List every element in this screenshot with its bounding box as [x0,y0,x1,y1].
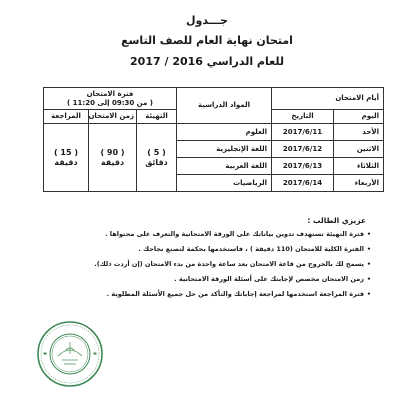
exam-time-header: زمن الامتحان [89,110,137,124]
ministry-seal-icon [36,320,104,388]
exam-schedule-table [43,87,384,192]
bullet-icon: • [366,290,372,298]
prep-header: التهيئة [137,110,177,124]
note-text: الفترة الكلية للامتحان (110 دقيقة ) ، فاستخدمها بحكمة لتصنع نجاحك . [138,245,364,253]
days-group-header: أيام الامتحان [272,88,384,110]
date-cell: 2017/6/12 [272,141,334,158]
notes-list [54,228,374,303]
table-row [44,124,384,141]
document-subtitle: امتحان نهاية العام للصف التاسع [121,34,293,47]
date-cell: 2017/6/13 [272,158,334,175]
list-item [54,243,374,258]
list-item [54,258,374,273]
bullet-icon: • [366,245,372,253]
subject-cell: العلوم [177,124,272,141]
date-header: التاريخ [272,110,334,124]
list-item [54,228,374,243]
day-cell: الأربعاء [334,175,384,192]
document-title: جـــدول [186,14,228,27]
academic-year: للعام الدراسي 2016 / 2017 [130,55,284,68]
list-item [54,288,374,303]
day-header: اليوم [334,110,384,124]
prep-duration: ( 5 ) دقائق [137,124,177,192]
bullet-icon: • [366,260,372,268]
bullet-icon: • [366,230,372,238]
exam-period-header [44,88,177,110]
note-text: زمن الامتحان مخصص لإجابتك على أسئلة الورقة الامتحانية . [174,275,364,283]
day-cell: الاثنين [334,141,384,158]
note-text: فترة التهيئة تستهدف تدوين بياناتك على الورقة الامتحانية والتعرف على محتواها . [105,230,364,238]
subject-cell: اللغة الإنجليزية [177,141,272,158]
day-cell: الثلاثاء [334,158,384,175]
note-text: يسمح لك بالخروج من قاعة الامتحان بعد ساعة واحدة من بدء الامتحان (إن أردت ذلك). [94,260,364,268]
exam-duration: ( 90 ) دقيقة [89,124,137,192]
subjects-header: المواد الدراسية [177,88,272,124]
note-text: فترة المراجعة استخدمها لمراجعة إجاباتك والتأكد من حل جميع الأسئلة المطلوبة . [106,290,364,298]
subject-cell: الرياضيات [177,175,272,192]
notes-intro: عزيزي الطالب : [307,216,366,225]
exam-period-title: فترة الامتحان [86,90,134,99]
bullet-icon: • [366,275,372,283]
date-cell: 2017/6/11 [272,124,334,141]
day-cell: الأحد [334,124,384,141]
review-header: المراجعة [44,110,89,124]
exam-period-range: ( من 09:30 إلى 11:20 ) [67,98,153,107]
date-cell: 2017/6/14 [272,175,334,192]
review-duration: ( 15 ) دقيقة [44,124,89,192]
list-item [54,273,374,288]
subject-cell: اللغة العربية [177,158,272,175]
